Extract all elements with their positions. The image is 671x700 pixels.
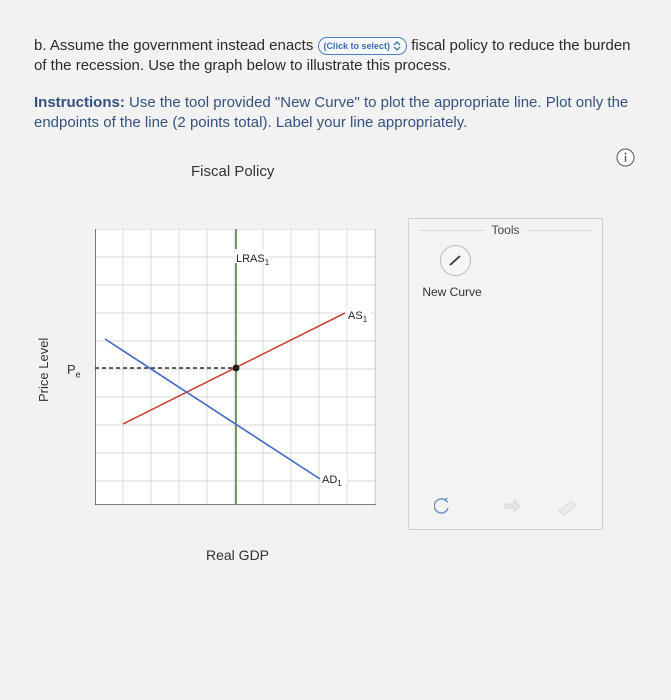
- lras-label: $LRAS_1$: [236, 253, 270, 267]
- fiscal-policy-graph[interactable]: [95, 229, 376, 505]
- instructions-text: Use the tool provided "New Curve" to plot the appropriate line. Plot only the endpoints of the line (2 points total). Label your line appropriately.: [34, 94, 629, 131]
- tools-title: Tools: [409, 223, 602, 237]
- instructions-label: Instructions:: [34, 94, 125, 111]
- as-label: $AS_1$: [348, 310, 368, 324]
- question-text: [34, 36, 644, 76]
- delete-icon[interactable]: [559, 501, 576, 515]
- info-icon[interactable]: [616, 148, 635, 167]
- figure-title: Fiscal Policy: [191, 163, 275, 180]
- equilibrium-point[interactable]: [233, 365, 240, 372]
- select-chevron-icon: [393, 41, 401, 51]
- pe-sub: e: [75, 369, 81, 380]
- x-axis-label: Real GDP: [206, 547, 270, 563]
- question-text-before: b. Assume the government instead enacts: [34, 37, 314, 54]
- new-curve-tool-label[interactable]: New Curve: [422, 285, 482, 299]
- price-equilibrium-label: [67, 362, 81, 380]
- tool-actions: [434, 495, 584, 519]
- redo-icon[interactable]: [504, 500, 520, 512]
- pencil-line-icon: [441, 246, 470, 275]
- tools-panel: [408, 218, 603, 530]
- undo-icon[interactable]: [434, 498, 448, 513]
- select-label: (Click to select): [323, 41, 391, 51]
- pe-main: P: [67, 362, 76, 377]
- question-text-after: fiscal policy to reduce the burden of the recession. Use the graph below to illustrate this process.: [34, 37, 631, 74]
- policy-type-select[interactable]: [318, 37, 408, 55]
- instructions: [34, 93, 644, 133]
- ad-label: $AD_1$: [322, 474, 342, 488]
- new-curve-tool-button[interactable]: [440, 245, 471, 276]
- y-axis-label: Price Level: [36, 337, 51, 402]
